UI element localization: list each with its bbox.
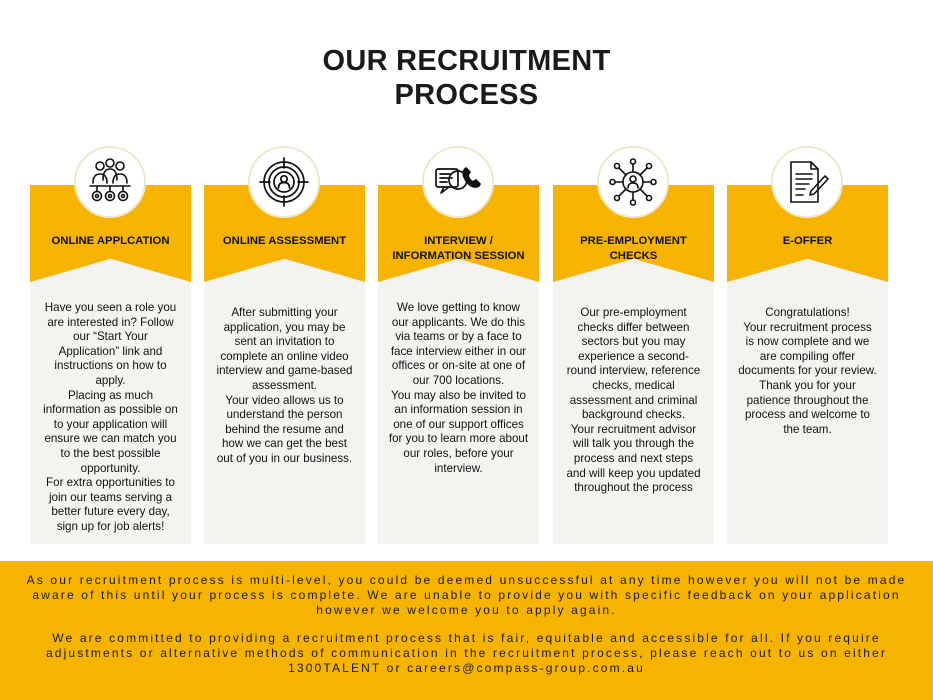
step-description-line: to the best possible [60, 446, 161, 460]
step-description-line: will talk you through the [572, 437, 695, 451]
step-description-line: application, you may be [223, 320, 346, 334]
step-card-online-assessment [204, 185, 365, 544]
page-title-line-1: OUR RECRUITMENT [322, 45, 611, 77]
step-heading-line: INFORMATION SESSION [392, 250, 525, 262]
step-description-line: are compiling offer [759, 349, 856, 363]
step-description-line: apply. [95, 373, 126, 387]
step-description-line: For extra opportunities to [46, 476, 175, 490]
step-description-line: information as possible on [43, 403, 178, 417]
step-heading-line: ONLINE ASSESSMENT [222, 235, 347, 247]
step-description-line: assessment. [251, 378, 318, 392]
step-description-line: Congratulations! [765, 306, 850, 319]
step-description-line: via teams or by a face to [395, 330, 522, 344]
footer-notice [0, 561, 933, 700]
step-description-line: sectors but you may [581, 335, 686, 349]
footer-line: 1300TALENT or careers@compass-group.com.au [288, 661, 645, 676]
step-heading-line: PRE-EMPLOYMENT [580, 235, 687, 247]
step-description-line: You may also be invited to [391, 388, 526, 402]
step-description-line: Your recruitment advisor [570, 422, 697, 436]
step-description-line: face interview either in our [390, 344, 527, 358]
step-description-line: Have you seen a role you [44, 301, 177, 314]
step-description-line: is now complete and we [745, 335, 870, 349]
document-pen-icon [771, 146, 843, 218]
step-description-line: an information session in [394, 403, 523, 417]
step-description-line: to your application will [53, 417, 168, 431]
page-title-line-2: PROCESS [394, 79, 539, 111]
footer-line: We are committed to providing a recruitment process that is fair, equitable and accessible for all. If you require [52, 631, 881, 645]
team-network-icon [74, 146, 146, 218]
step-description-line: sign up for job alerts! [56, 519, 165, 533]
step-description-line: Placing as much [67, 388, 154, 402]
step-description [733, 306, 882, 437]
footer-line: aware of this until your process is complete. We are unable to provide you with specific feedback on your application [32, 588, 901, 603]
step-description-line: our applicants. We do this [391, 315, 526, 329]
step-description-line: opportunity. [80, 461, 141, 475]
footer-line: however we welcome you to apply again. [316, 603, 617, 618]
step-description-line: understand the person [226, 408, 343, 422]
step-description-line: Our pre-employment [580, 306, 687, 319]
footer-paragraph-2 [12, 631, 921, 677]
step-description-line: join our teams serving a [48, 490, 173, 504]
step-description-line: sent an invitation to [234, 335, 335, 349]
step-description-line: background checks. [581, 408, 686, 422]
step-description-line: and will keep you updated [566, 466, 701, 480]
step-description-line: documents for your review. [738, 364, 877, 378]
step-description-line: Your recruitment process [743, 320, 872, 334]
target-person-icon [248, 146, 320, 218]
step-heading-line: ONLINE APPLCATION [51, 235, 170, 247]
step-heading-line: E-OFFER [782, 235, 833, 247]
step-description-line: interview and game-based [216, 364, 353, 378]
step-heading [557, 234, 710, 264]
step-description-line: our roles, before your [403, 446, 514, 460]
step-card-e-offer [727, 185, 888, 544]
step-description-line: our “Start Your [73, 330, 148, 344]
step-heading-line: CHECKS [609, 250, 658, 262]
step-description-line: how we can get the best [221, 437, 348, 451]
step-description-line: We love getting to know [397, 301, 520, 314]
step-card-interview [378, 185, 539, 544]
page-title [0, 44, 933, 112]
footer-paragraph-1 [12, 573, 921, 619]
step-description-line: patience throughout the [746, 393, 869, 407]
step-description-line: throughout the process [574, 481, 693, 495]
step-description-line: assessment and criminal [569, 393, 698, 407]
step-description-line: our 700 locations. [412, 373, 505, 387]
step-description-line: complete an online video [220, 349, 349, 363]
person-network-icon [597, 146, 669, 218]
step-description-line: are interested in? Follow [47, 315, 174, 329]
step-card-pre-employment-checks [553, 185, 714, 544]
step-heading [731, 234, 884, 249]
step-description-line: the team. [783, 422, 832, 436]
footer-line: adjustments or alternative methods of communication in the recruitment process, please reach out to us on either [45, 646, 888, 661]
step-description [210, 306, 359, 467]
step-heading [382, 234, 535, 264]
step-description [36, 301, 185, 535]
step-description-line: Thank you for your [759, 378, 856, 392]
step-description-line: instructions on how to [54, 359, 167, 373]
step-heading [34, 234, 187, 249]
step-heading-line: INTERVIEW / [424, 235, 493, 247]
step-description-line: checks, medical [592, 378, 675, 392]
step-description-line: interview. [434, 461, 483, 475]
step-description-line: experience a second- [578, 349, 689, 363]
step-description-line: ensure we can match you [44, 432, 177, 446]
chat-phone-icon [422, 146, 494, 218]
step-description-line: Application” link and [58, 344, 163, 358]
step-description-line: After submitting your [231, 306, 338, 319]
step-description-line: out of you in our business. [216, 451, 353, 465]
footer-line: As our recruitment process is multi-level, you could be deemed unsuccessful at any time however you will not be made [26, 573, 907, 587]
step-description-line: process and next steps [573, 451, 694, 465]
step-description-line: round interview, reference [566, 364, 701, 378]
step-description-line: one of our support offices [393, 417, 524, 431]
step-heading [208, 234, 361, 249]
step-description-line: Your video allows us to [225, 393, 344, 407]
step-description [559, 306, 708, 496]
step-description-line: checks differ between [577, 320, 690, 334]
step-description-line: for you to learn more about [388, 432, 529, 446]
step-card-online-application [30, 185, 191, 544]
step-description-line: better future every day, [51, 505, 170, 519]
step-description-line: process and welcome to [744, 408, 871, 422]
step-description [384, 301, 533, 476]
step-description-line: offices or on-site at one of [391, 359, 526, 373]
step-description-line: behind the resume and [225, 422, 344, 436]
